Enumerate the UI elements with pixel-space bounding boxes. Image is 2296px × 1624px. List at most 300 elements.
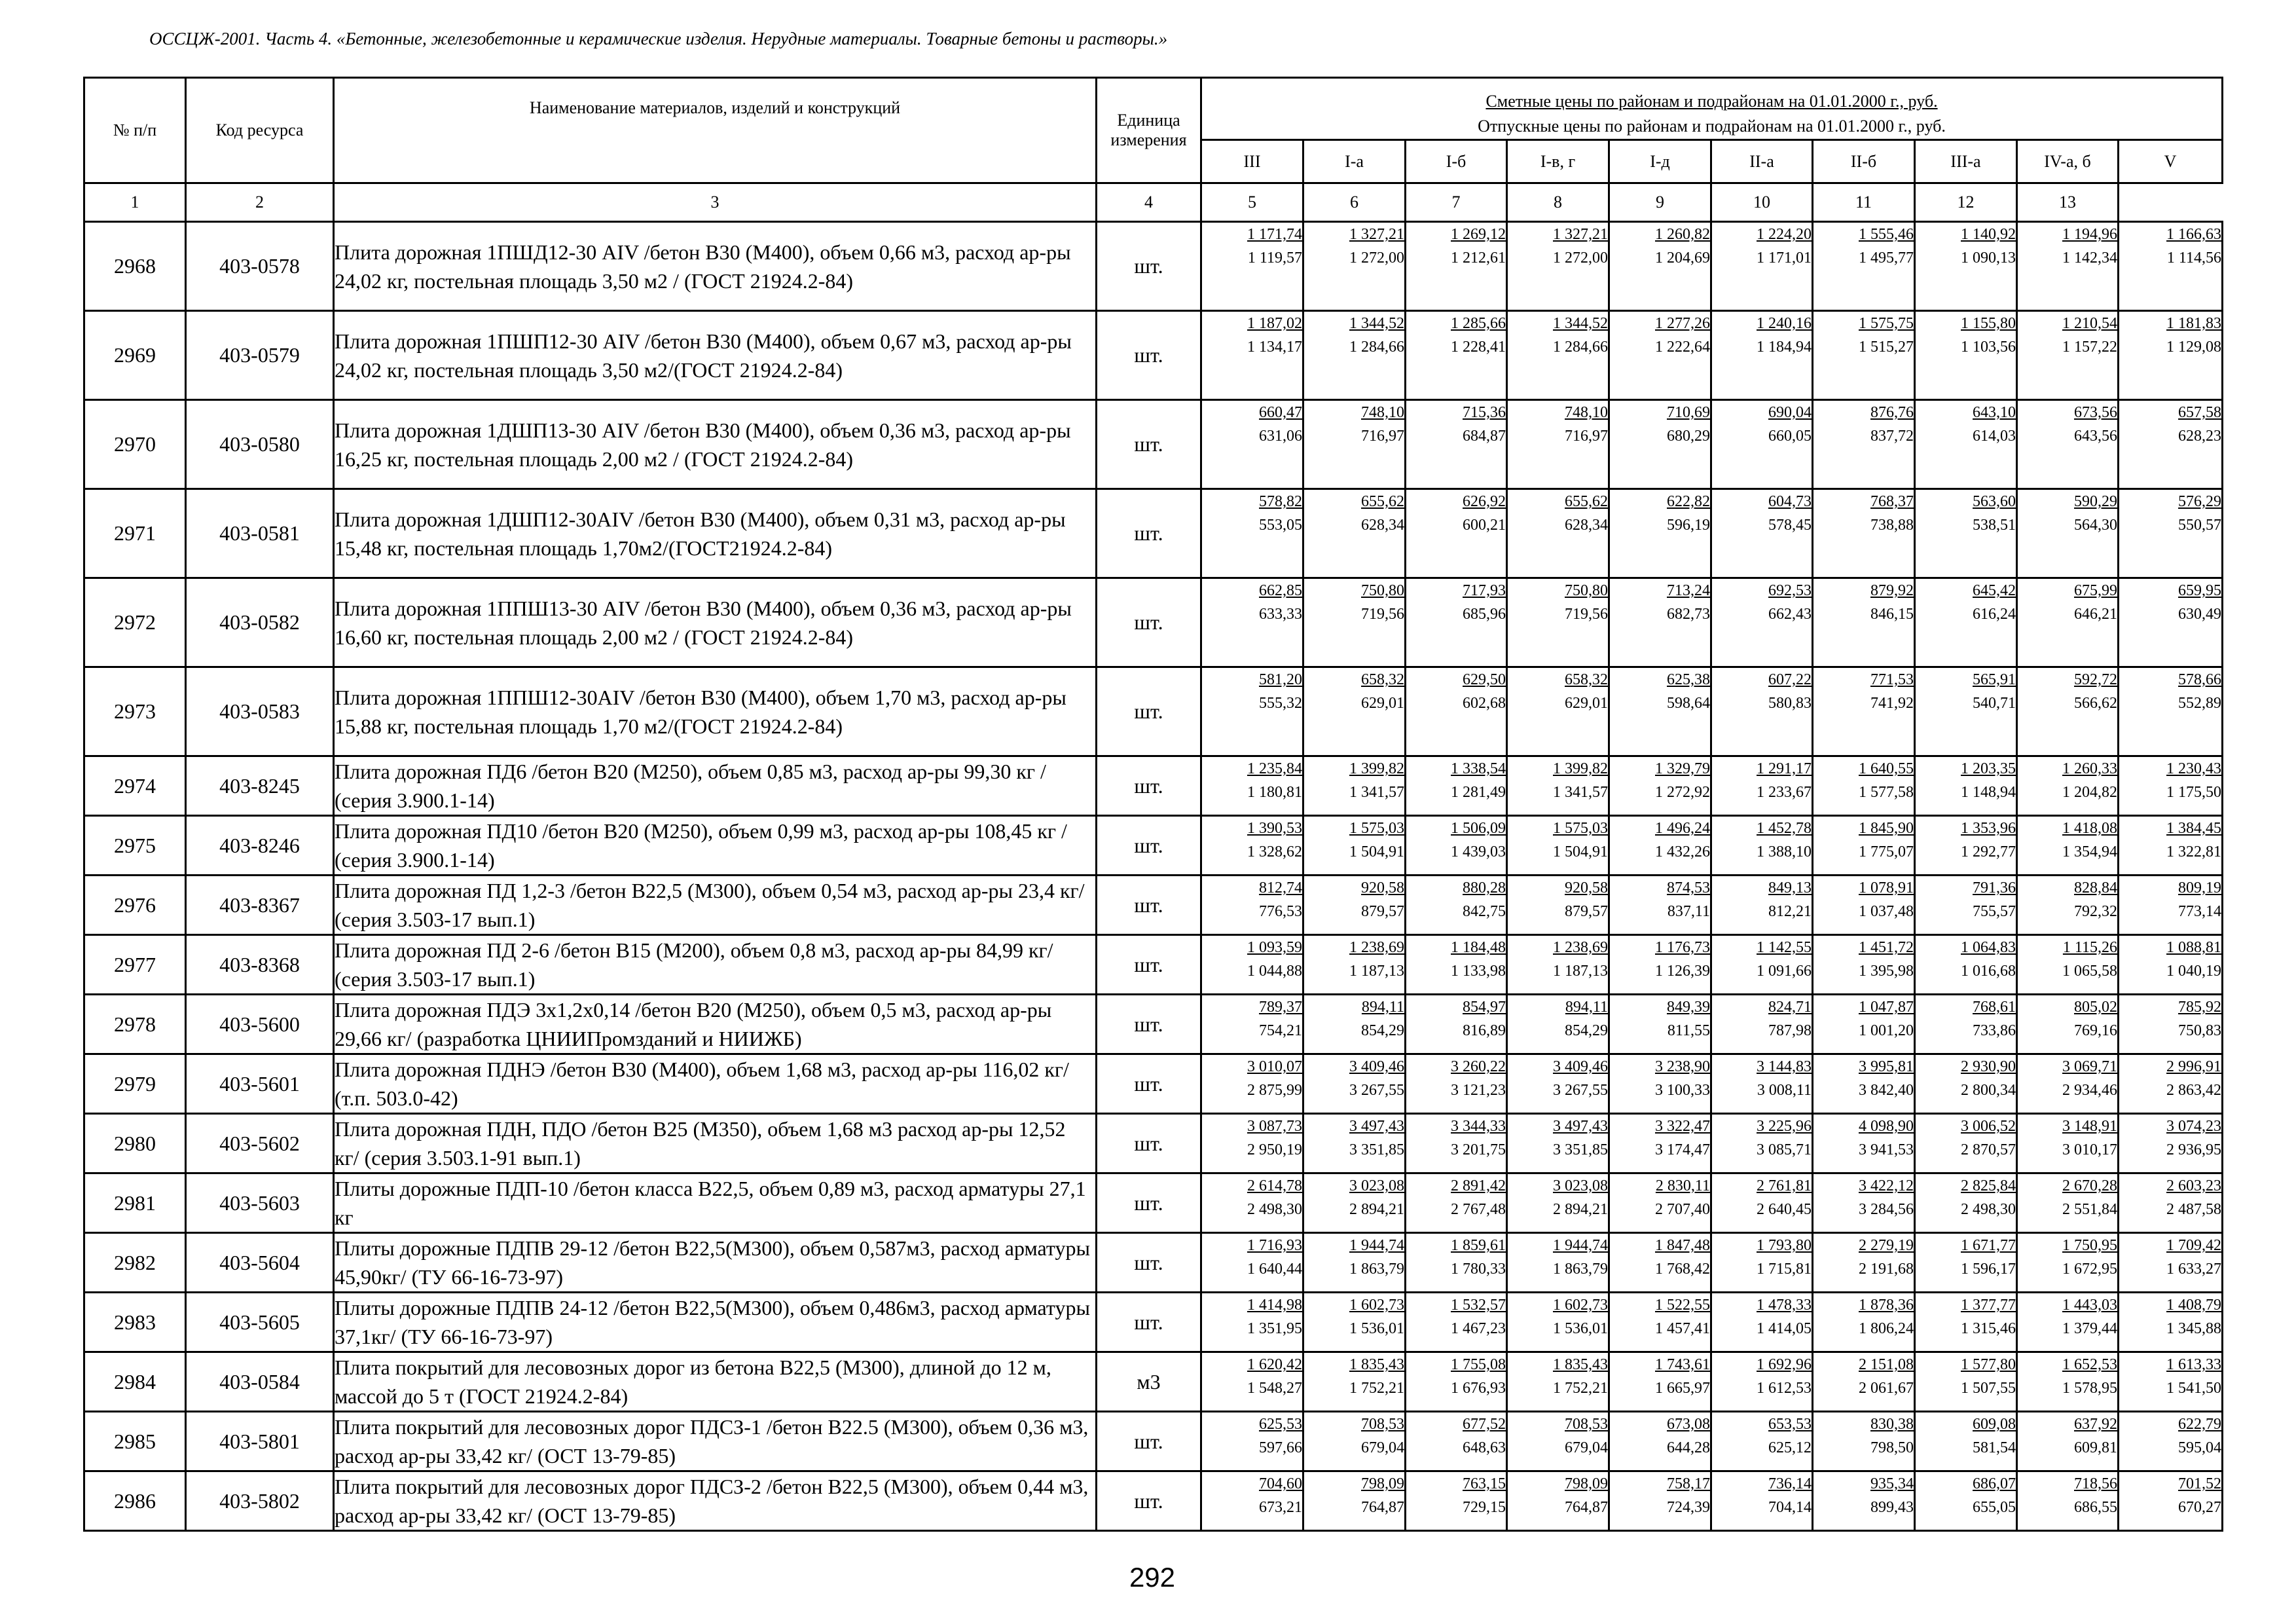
price-cell (1406, 935, 1507, 995)
price-cell (1406, 816, 1507, 876)
estimated-price: 701,52 (2178, 1475, 2222, 1492)
release-price: 581,54 (1973, 1439, 2016, 1456)
unit-of-measure: м3 (1097, 1352, 1201, 1412)
price-cell (2119, 756, 2223, 816)
release-price: 704,14 (1768, 1499, 1812, 1516)
release-price: 854,29 (1565, 1022, 1608, 1039)
release-price: 629,01 (1565, 695, 1608, 712)
estimated-price: 1 575,75 (1859, 315, 1914, 332)
estimated-price: 1 418,08 (2062, 820, 2117, 837)
release-price: 628,34 (1565, 517, 1608, 534)
price-cell (1711, 1471, 1813, 1531)
price-cell (1201, 667, 1303, 756)
price-cell (1915, 578, 2017, 667)
price-cell (1406, 876, 1507, 935)
price-cell (1609, 756, 1711, 816)
release-price: 769,16 (2074, 1022, 2117, 1039)
price-cell (2119, 995, 2223, 1054)
price-cell (1711, 876, 1813, 935)
release-price: 643,56 (2074, 428, 2117, 445)
estimated-price: 3 497,43 (1349, 1118, 1404, 1135)
table-row (84, 816, 2223, 876)
estimated-price: 609,08 (1973, 1416, 2016, 1433)
price-cell (2017, 222, 2119, 311)
release-price: 899,43 (1870, 1499, 1914, 1516)
estimated-price: 876,76 (1870, 404, 1914, 421)
price-cell (1609, 311, 1711, 400)
release-price: 1 142,34 (2062, 249, 2117, 267)
table-row (84, 1293, 2223, 1352)
table-row (84, 1412, 2223, 1471)
price-cell (1406, 667, 1507, 756)
price-cell (1201, 935, 1303, 995)
estimated-price: 565,91 (1973, 671, 2016, 688)
column-number: 6 (1303, 183, 1406, 222)
price-cell (2017, 1293, 2119, 1352)
release-price: 670,27 (2178, 1499, 2222, 1516)
release-price: 597,66 (1259, 1439, 1302, 1456)
release-price: 1 233,67 (1757, 784, 1812, 801)
estimated-price: 750,80 (1565, 582, 1608, 599)
estimated-price: 1 338,54 (1451, 760, 1506, 777)
estimated-price: 658,32 (1361, 671, 1404, 688)
estimated-price: 771,53 (1870, 671, 1914, 688)
release-price: 754,21 (1259, 1022, 1302, 1039)
release-price: 750,83 (2178, 1022, 2222, 1039)
region-header: I-а (1303, 140, 1406, 183)
release-price: 1 345,88 (2166, 1320, 2222, 1337)
release-price: 550,57 (2178, 517, 2222, 534)
region-header: II-а (1711, 140, 1813, 183)
release-price: 1 315,46 (1961, 1320, 2016, 1337)
price-cell (1813, 1352, 1915, 1412)
row-number: 2970 (84, 400, 186, 489)
price-cell (1915, 1114, 2017, 1173)
price-cell (1711, 756, 1813, 816)
row-number: 2981 (84, 1173, 186, 1233)
price-cell (1609, 489, 1711, 578)
price-cell (1201, 222, 1303, 311)
price-cell (1711, 1054, 1813, 1114)
release-price: 1 281,49 (1451, 784, 1506, 801)
price-cell (1813, 876, 1915, 935)
release-price: 3 174,47 (1655, 1141, 1710, 1158)
estimated-price: 1 327,21 (1349, 226, 1404, 243)
release-price: 1 228,41 (1451, 339, 1506, 356)
release-price: 811,55 (1667, 1022, 1710, 1039)
price-cell (1507, 935, 1609, 995)
price-cell (1711, 489, 1813, 578)
estimated-price: 1 384,45 (2166, 820, 2222, 837)
release-price: 3 100,33 (1655, 1082, 1710, 1099)
price-cell (1813, 667, 1915, 756)
row-number: 2984 (84, 1352, 186, 1412)
estimated-price: 894,11 (1565, 999, 1608, 1016)
price-cell (1915, 400, 2017, 489)
release-price: 816,89 (1463, 1022, 1506, 1039)
estimated-price: 1 184,48 (1451, 939, 1506, 956)
release-price: 2 498,30 (1961, 1201, 2016, 1218)
unit-of-measure: шт. (1097, 489, 1201, 578)
release-price: 566,62 (2074, 695, 2117, 712)
estimated-price: 3 322,47 (1655, 1118, 1710, 1135)
release-price: 3 267,55 (1349, 1082, 1404, 1099)
price-cell (1813, 816, 1915, 876)
release-price: 1 204,82 (2062, 784, 2117, 801)
unit-of-measure: шт. (1097, 935, 1201, 995)
estimated-price: 1 390,53 (1247, 820, 1302, 837)
release-price: 628,34 (1361, 517, 1404, 534)
item-name: Плиты дорожные ПДП-10 /бетон класса В22,5, объем 0,89 м3, расход арматуры 27,1 кг (334, 1173, 1097, 1233)
row-number: 2977 (84, 935, 186, 995)
release-price: 1 806,24 (1859, 1320, 1914, 1337)
estimated-price: 1 522,55 (1655, 1297, 1710, 1314)
release-price: 1 536,01 (1553, 1320, 1608, 1337)
release-price: 1 090,13 (1961, 249, 2016, 267)
price-cell (1303, 489, 1406, 578)
estimated-price: 592,72 (2074, 671, 2117, 688)
estimated-price: 1 155,80 (1961, 315, 2016, 332)
page-number: 292 (1129, 1562, 1176, 1593)
release-price: 1 187,13 (1349, 963, 1404, 980)
release-price: 1 439,03 (1451, 843, 1506, 860)
row-number: 2971 (84, 489, 186, 578)
estimated-price: 1 414,98 (1247, 1297, 1302, 1314)
release-price: 798,50 (1870, 1439, 1914, 1456)
release-price: 616,24 (1973, 606, 2016, 623)
estimated-price: 3 069,71 (2062, 1058, 2117, 1075)
row-number: 2969 (84, 311, 186, 400)
estimated-price: 1 878,36 (1859, 1297, 1914, 1314)
resource-code: 403-0583 (186, 667, 334, 756)
estimated-price: 1 652,53 (2062, 1356, 2117, 1373)
release-price: 600,21 (1463, 517, 1506, 534)
estimated-price: 578,82 (1259, 493, 1302, 510)
price-cell (2119, 1412, 2223, 1471)
estimated-price: 805,02 (2074, 999, 2117, 1016)
estimated-price: 708,53 (1565, 1416, 1608, 1433)
release-price: 2 934,46 (2062, 1082, 2117, 1099)
price-cell (1711, 222, 1813, 311)
release-price: 3 121,23 (1451, 1082, 1506, 1099)
estimated-price: 935,34 (1870, 1475, 1914, 1492)
estimated-price: 655,62 (1565, 493, 1608, 510)
price-cell (1303, 1471, 1406, 1531)
estimated-price: 1 716,93 (1247, 1237, 1302, 1254)
release-price: 2 498,30 (1247, 1201, 1302, 1218)
release-price: 540,71 (1973, 695, 2016, 712)
price-cell (1303, 667, 1406, 756)
price-cell (1406, 1412, 1507, 1471)
release-price: 2 894,21 (1349, 1201, 1404, 1218)
price-cell (1813, 1233, 1915, 1293)
estimated-price: 590,29 (2074, 493, 2117, 510)
price-cell (1915, 756, 2017, 816)
unit-of-measure: шт. (1097, 1471, 1201, 1531)
release-price: 614,03 (1973, 428, 2016, 445)
region-header: IV-а, б (2017, 140, 2119, 183)
estimated-price: 622,82 (1667, 493, 1710, 510)
estimated-price: 1 115,26 (2062, 939, 2117, 956)
release-price: 837,11 (1667, 903, 1710, 920)
estimated-price: 750,80 (1361, 582, 1404, 599)
release-price: 1 222,64 (1655, 339, 1710, 356)
item-name: Плита дорожная 1ППШ12-30AIV /бетон В30 (М400), объем 1,70 м3, расход ар-ры 15,88 кг, постельная площадь 1,70 м2/(ГОСТ 21924.2-84) (334, 667, 1097, 756)
release-price: 1 676,93 (1451, 1380, 1506, 1397)
release-price: 1 044,88 (1247, 963, 1302, 980)
estimated-price: 578,66 (2178, 671, 2222, 688)
release-price: 2 640,45 (1757, 1201, 1812, 1218)
release-price: 1 612,53 (1757, 1380, 1812, 1397)
release-price: 764,87 (1565, 1499, 1608, 1516)
estimated-price: 715,36 (1463, 404, 1506, 421)
row-number: 2968 (84, 222, 186, 311)
price-cell (1507, 489, 1609, 578)
estimated-price: 2 670,28 (2062, 1177, 2117, 1194)
release-price: 1 114,56 (2166, 249, 2222, 267)
price-cell (1303, 876, 1406, 935)
estimated-price: 1 555,46 (1859, 226, 1914, 243)
release-price: 729,15 (1463, 1499, 1506, 1516)
estimated-price: 3 422,12 (1859, 1177, 1914, 1194)
release-price: 1 775,07 (1859, 843, 1914, 860)
estimated-price: 1 329,79 (1655, 760, 1710, 777)
estimated-price: 3 238,90 (1655, 1058, 1710, 1075)
release-price: 625,12 (1768, 1439, 1812, 1456)
price-cell (1711, 1293, 1813, 1352)
release-price: 2 767,48 (1451, 1201, 1506, 1218)
estimated-price: 736,14 (1768, 1475, 1812, 1492)
estimated-price: 607,22 (1768, 671, 1812, 688)
release-price: 776,53 (1259, 903, 1302, 920)
estimated-price: 690,04 (1768, 404, 1812, 421)
estimated-price: 3 010,07 (1247, 1058, 1302, 1075)
price-cell (1507, 1173, 1609, 1233)
release-price: 719,56 (1565, 606, 1608, 623)
column-number: 11 (1813, 183, 1915, 222)
estimated-price: 1 859,61 (1451, 1237, 1506, 1254)
estimated-price: 657,58 (2178, 404, 2222, 421)
row-number: 2982 (84, 1233, 186, 1293)
column-number: 2 (186, 183, 334, 222)
estimated-price: 677,52 (1463, 1416, 1506, 1433)
release-price: 633,33 (1259, 606, 1302, 623)
price-cell (1609, 816, 1711, 876)
estimated-price: 643,10 (1973, 404, 2016, 421)
release-price: 1 119,57 (1247, 249, 1302, 267)
release-price: 596,19 (1667, 517, 1710, 534)
unit-of-measure: шт. (1097, 1293, 1201, 1352)
header-prices-otp: Отпускные цены по районам и подрайонам на 01.01.2000 г., руб. (1478, 117, 1946, 136)
resource-code: 403-5604 (186, 1233, 334, 1293)
region-header: III-а (1915, 140, 2017, 183)
estimated-price: 1 277,26 (1655, 315, 1710, 332)
price-cell (1406, 578, 1507, 667)
release-price: 609,81 (2074, 1439, 2117, 1456)
release-price: 2 936,95 (2166, 1141, 2222, 1158)
estimated-price: 1 755,08 (1451, 1356, 1506, 1373)
price-cell (1201, 876, 1303, 935)
price-cell (1813, 222, 1915, 311)
estimated-price: 880,28 (1463, 879, 1506, 896)
estimated-price: 1 443,03 (2062, 1297, 2117, 1314)
price-cell (1507, 311, 1609, 400)
release-price: 679,04 (1565, 1439, 1608, 1456)
estimated-price: 1 575,03 (1349, 820, 1404, 837)
estimated-price: 713,24 (1667, 582, 1710, 599)
release-price: 1 457,41 (1655, 1320, 1710, 1337)
estimated-price: 1 235,84 (1247, 760, 1302, 777)
price-cell (2017, 1173, 2119, 1233)
resource-code: 403-8246 (186, 816, 334, 876)
resource-code: 403-0579 (186, 311, 334, 400)
estimated-price: 1 240,16 (1757, 315, 1812, 332)
table-row (84, 311, 2223, 400)
estimated-price: 854,97 (1463, 999, 1506, 1016)
release-price: 1 507,55 (1961, 1380, 2016, 1397)
estimated-price: 1 399,82 (1349, 760, 1404, 777)
price-cell (1915, 876, 2017, 935)
release-price: 1 752,21 (1553, 1380, 1608, 1397)
estimated-price: 849,39 (1667, 999, 1710, 1016)
price-cell (2119, 1293, 2223, 1352)
price-cell (1507, 1054, 1609, 1114)
estimated-price: 798,09 (1565, 1475, 1608, 1492)
release-price: 1 134,17 (1247, 339, 1302, 356)
unit-of-measure: шт. (1097, 876, 1201, 935)
estimated-price: 2 603,23 (2166, 1177, 2222, 1194)
estimated-price: 1 577,80 (1961, 1356, 2016, 1373)
estimated-price: 1 793,80 (1757, 1237, 1812, 1254)
estimated-price: 622,79 (2178, 1416, 2222, 1433)
estimated-price: 1 944,74 (1349, 1237, 1404, 1254)
release-price: 719,56 (1361, 606, 1404, 623)
release-price: 1 504,91 (1553, 843, 1608, 860)
release-price: 716,97 (1361, 428, 1404, 445)
estimated-price: 1 238,69 (1553, 939, 1608, 956)
estimated-price: 1 181,83 (2166, 315, 2222, 332)
release-price: 879,57 (1361, 903, 1404, 920)
price-cell (1406, 1114, 1507, 1173)
estimated-price: 1 408,79 (2166, 1297, 2222, 1314)
estimated-price: 581,20 (1259, 671, 1302, 688)
price-cell (1609, 1114, 1711, 1173)
table-row (84, 1352, 2223, 1412)
release-price: 1 495,77 (1859, 249, 1914, 267)
release-price: 1 863,79 (1553, 1261, 1608, 1278)
price-cell (1915, 1352, 2017, 1412)
estimated-price: 1 750,95 (2062, 1237, 2117, 1254)
price-cell (1201, 1412, 1303, 1471)
estimated-price: 1 743,61 (1655, 1356, 1710, 1373)
price-cell (2119, 1471, 2223, 1531)
release-price: 1 091,66 (1757, 963, 1812, 980)
estimated-price: 1 478,33 (1757, 1297, 1812, 1314)
estimated-price: 763,15 (1463, 1475, 1506, 1492)
price-cell (1711, 1114, 1813, 1173)
price-cell (2119, 1114, 2223, 1173)
item-name: Плита дорожная ПД10 /бетон В20 (М250), объем 0,99 м3, расход ар-ры 108,45 кг / (серия 3.900.1-14) (334, 816, 1097, 876)
price-cell (1507, 400, 1609, 489)
estimated-price: 894,11 (1361, 999, 1404, 1016)
estimated-price: 2 614,78 (1247, 1177, 1302, 1194)
release-price: 552,89 (2178, 695, 2222, 712)
estimated-price: 1 944,74 (1553, 1237, 1608, 1254)
item-name: Плита дорожная ПД6 /бетон В20 (М250), объем 0,85 м3, расход ар-ры 99,30 кг / (серия 3.900.1-14) (334, 756, 1097, 816)
unit-of-measure: шт. (1097, 995, 1201, 1054)
release-price: 787,98 (1768, 1022, 1812, 1039)
release-price: 1 665,97 (1655, 1380, 1710, 1397)
release-price: 3 941,53 (1859, 1141, 1914, 1158)
price-cell (2119, 876, 2223, 935)
price-cell (1813, 995, 1915, 1054)
item-name: Плита дорожная ПДН, ПДО /бетон В25 (М350), объем 1,68 м3 расход ар-ры 12,52 кг/ (серия 3.503.1-91 вып.1) (334, 1114, 1097, 1173)
price-cell (1813, 489, 1915, 578)
price-cell (1711, 400, 1813, 489)
price-cell (1507, 876, 1609, 935)
price-cell (1711, 667, 1813, 756)
price-cell (1201, 1352, 1303, 1412)
estimated-price: 653,53 (1768, 1416, 1812, 1433)
estimated-price: 3 225,96 (1757, 1118, 1812, 1135)
estimated-price: 879,92 (1870, 582, 1914, 599)
estimated-price: 1 194,96 (2062, 226, 2117, 243)
release-price: 1 768,42 (1655, 1261, 1710, 1278)
release-price: 755,57 (1973, 903, 2016, 920)
release-price: 595,04 (2178, 1439, 2222, 1456)
price-cell (1813, 1412, 1915, 1471)
estimated-price: 1 238,69 (1349, 939, 1404, 956)
release-price: 673,21 (1259, 1499, 1302, 1516)
price-cell (1201, 1293, 1303, 1352)
release-price: 837,72 (1870, 428, 1914, 445)
price-cell (1406, 400, 1507, 489)
price-cell (1915, 816, 2017, 876)
price-cell (2119, 935, 2223, 995)
price-cell (1507, 1293, 1609, 1352)
estimated-price: 675,99 (2074, 582, 2117, 599)
estimated-price: 828,84 (2074, 879, 2117, 896)
price-cell (1915, 222, 2017, 311)
estimated-price: 3 995,81 (1859, 1058, 1914, 1075)
release-price: 1 633,27 (2166, 1261, 2222, 1278)
estimated-price: 658,32 (1565, 671, 1608, 688)
estimated-price: 3 497,43 (1553, 1118, 1608, 1135)
price-cell (2017, 756, 2119, 816)
estimated-price: 1 064,83 (1961, 939, 2016, 956)
price-cell (1303, 756, 1406, 816)
estimated-price: 686,07 (1973, 1475, 2016, 1492)
estimated-price: 824,71 (1768, 999, 1812, 1016)
release-price: 578,45 (1768, 517, 1812, 534)
price-cell (1711, 578, 1813, 667)
resource-code: 403-0584 (186, 1352, 334, 1412)
price-cell (2017, 935, 2119, 995)
price-cell (2017, 816, 2119, 876)
header-np: № п/п (84, 78, 186, 183)
price-cell (1609, 222, 1711, 311)
release-price: 3 351,85 (1553, 1141, 1608, 1158)
estimated-price: 1 847,48 (1655, 1237, 1710, 1254)
column-number: 3 (334, 183, 1097, 222)
price-cell (1201, 1471, 1303, 1531)
price-cell (1609, 876, 1711, 935)
release-price: 1 578,95 (2062, 1380, 2117, 1397)
price-cell (1915, 935, 2017, 995)
release-price: 553,05 (1259, 517, 1302, 534)
estimated-price: 3 023,08 (1349, 1177, 1404, 1194)
release-price: 1 379,44 (2062, 1320, 2117, 1337)
